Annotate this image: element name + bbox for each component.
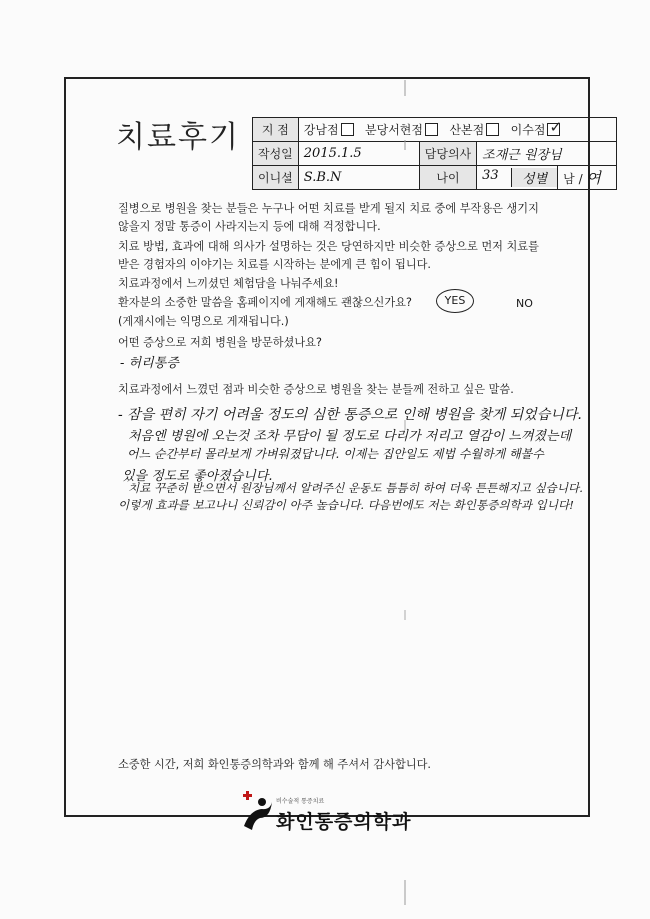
answer-symptom[interactable]: - 허리통증 — [120, 356, 179, 371]
intro-line-3: 치료 방법, 효과에 대해 의사가 설명하는 것은 당연하지만 비슷한 증상으로 먼저 치료를 — [118, 240, 539, 253]
answer-message-line-6[interactable]: 이렇게 효과를 보고나니 신뢰감이 아주 높습니다. 다음번에도 저는 화인통증의학과 입니다! — [118, 498, 574, 512]
clinic-logo-name: 화인통증의학과 — [276, 811, 412, 833]
doctor-value[interactable]: 조재근 원장님 — [477, 142, 617, 166]
answer-message-line-2[interactable]: 처음엔 병원에 오는것 조차 무담이 될 정도로 다리가 저리고 열감이 느껴졌는데 — [128, 429, 572, 444]
doctor-label: 담당의사 — [419, 142, 476, 166]
answer-message-line-1[interactable]: - 잠을 편히 자기 어려울 정도의 심한 통증으로 인해 병원을 찾게 되었습니다. — [118, 407, 582, 423]
gender-female-checked: 여 — [586, 169, 601, 187]
gender-value[interactable]: 남 / 여 — [558, 166, 617, 190]
branch-bundang[interactable]: 분당서현점 — [365, 123, 438, 137]
answer-message-line-3[interactable]: 어느 순간부터 몰라보게 가벼워졌답니다. 이제는 집안일도 제법 수월하게 해볼수 — [127, 447, 544, 461]
checkbox[interactable] — [486, 123, 499, 136]
footer-thanks: 소중한 시간, 저희 화인통증의학과와 함께 해 주셔서 감사합니다. — [118, 758, 431, 771]
intro-line-5: 치료과정에서 느끼셨던 체험담을 나눠주세요! — [118, 277, 339, 290]
checkbox[interactable] — [425, 123, 438, 136]
clinic-logo-subtitle: 비수술적 통증치료 — [276, 798, 325, 805]
consent-yes-option[interactable]: YES — [436, 289, 474, 313]
checkmark-icon: ✓ — [549, 118, 563, 136]
intro-line-4: 받은 경험자의 이야기는 치료를 시작하는 분에게 큰 힘이 됩니다. — [118, 258, 431, 271]
branch-options — [298, 118, 616, 142]
info-table — [252, 117, 617, 190]
branch-label: 지 점 — [253, 118, 299, 142]
branch-gangnam[interactable]: 강남점 — [304, 123, 354, 137]
intro-line-2: 않을지 정말 통증이 사라지는지 등에 대해 걱정합니다. — [118, 220, 381, 233]
branch-sanbon[interactable]: 산본점 — [449, 123, 499, 137]
clinic-logo-icon — [240, 790, 276, 834]
consent-no-option[interactable]: NO — [516, 297, 533, 310]
clinic-logo — [240, 790, 411, 834]
answer-message-line-5[interactable]: 치료 꾸준히 받으면서 원장님께서 알려주신 운동도 틈틈히 하여 더욱 튼튼해지고 싶습니다. — [128, 481, 583, 495]
date-value[interactable]: 2015.1.5 — [298, 142, 419, 166]
question-message: 치료과정에서 느꼈던 점과 비슷한 증상으로 병원을 찾는 분들께 전하고 싶은 말씀. — [118, 383, 514, 396]
checkbox[interactable] — [341, 123, 354, 136]
scan-fold-marks — [400, 0, 410, 919]
age-value[interactable]: 33 성별 — [477, 166, 558, 190]
consent-note: (게재시에는 익명으로 게재됩니다.) — [118, 315, 289, 328]
intro-line-1: 질병으로 병원을 찾는 분들은 누구나 어떤 치료를 받게 될지 치료 중에 부작용은 생기지 — [118, 202, 539, 215]
initials-label: 이니셜 — [253, 166, 299, 190]
answer-message-line-4[interactable]: 있을 정도로 좋아졌습니다. — [122, 469, 273, 484]
question-symptom: 어떤 증상으로 저희 병원을 방문하셨나요? — [118, 336, 322, 349]
checkbox-checked[interactable] — [547, 118, 563, 136]
age-label: 나이 — [419, 166, 476, 190]
consent-question: 환자분의 소중한 말씀을 홈페이지에 게재해도 괜찮으신가요? — [118, 296, 412, 309]
page-title: 치료후기 — [116, 120, 240, 155]
gender-label: 성별 — [511, 168, 557, 187]
date-label: 작성일 — [253, 142, 299, 166]
branch-isu[interactable]: 이수점 ✓ — [510, 118, 563, 137]
initials-value[interactable]: S.B.N — [298, 166, 419, 190]
